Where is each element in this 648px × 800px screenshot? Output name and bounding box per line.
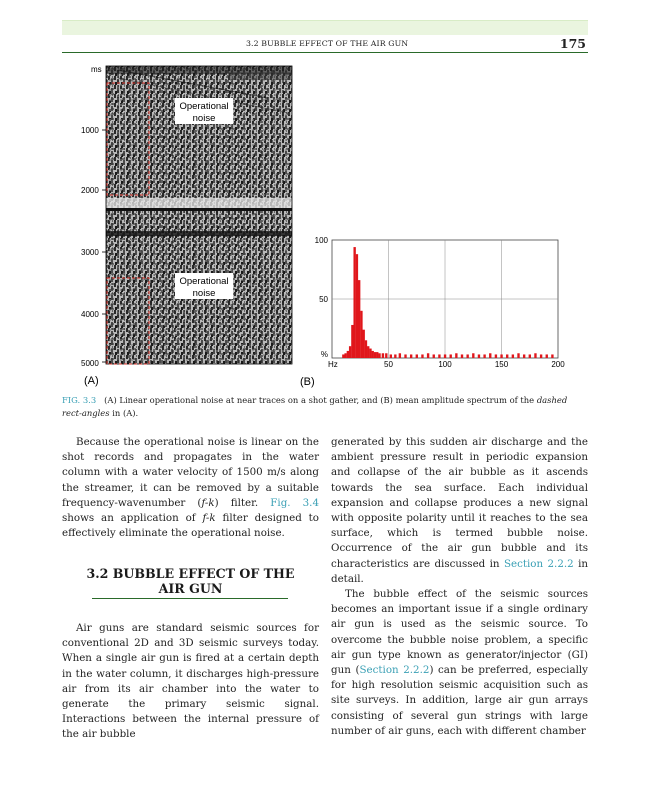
spectrum-bar xyxy=(506,354,508,358)
spectrum-bar xyxy=(421,354,423,358)
noise-label-2-line2: noise xyxy=(192,288,216,299)
spectrum-bar xyxy=(351,325,353,358)
x-tick-150: 150 xyxy=(494,360,509,369)
spectrum-bar xyxy=(342,354,344,358)
spectrum-bar xyxy=(404,354,406,358)
tick-5000: 5000 xyxy=(81,359,99,368)
tick-2000: 2000 xyxy=(81,186,99,195)
spectrum-bar xyxy=(433,354,435,358)
right-column: generated by this sudden air discharge and the ambient pressure result in periodic expansion and collapse of the air bubble as it ascends towards the sea surface. Each individual expansion and collapse produces a new signal with opposite polarity until it reaches to the sea surface, which is termed bubble noise. Occurrence of the air gun bubble and its characteristics are discussed in Section 2.2.2 in detail. The bubble effect of the seismic sources becomes an important issue if a single ordinary air gun is used as the seismic source. To overcome the bubble noise problem, a specific air gun type known as generator/injector (GI) gun (Section 2.2.2) can be preferred, especially for high resolution seismic acquisition such as site surveys. In addition, large air gun arrays consisting of several gun strings with large number of air guns, each with different chamber xyxy=(331,436,589,737)
noise-label-1-line2: noise xyxy=(192,113,216,124)
page-number: 175 xyxy=(559,36,586,51)
panel-label-b: (B) xyxy=(300,376,315,388)
spectrum-bar xyxy=(369,349,371,358)
y-tick-100: 100 xyxy=(314,236,328,245)
header-rule xyxy=(62,52,588,53)
axis-unit-ms: ms xyxy=(91,65,102,74)
spectrum-bar xyxy=(385,353,387,358)
spectrum-bar xyxy=(551,354,553,358)
spectrum-bar xyxy=(349,346,351,358)
spectrum-bar xyxy=(378,353,380,358)
tick-4000: 4000 xyxy=(81,310,99,319)
spectrum-bar xyxy=(444,354,446,358)
running-head: 3.2 BUBBLE EFFECT OF THE AIR GUN xyxy=(246,39,409,48)
section-heading: 3.2 BUBBLE EFFECT OF THE AIR GUN xyxy=(86,566,295,596)
spectrum-bar xyxy=(347,351,349,358)
spectrum-bar xyxy=(399,353,401,358)
link-fig-3-4[interactable]: Fig. 3.4 xyxy=(270,496,320,509)
y-tick-50: 50 xyxy=(319,295,328,304)
caption-end: in (A). xyxy=(112,408,139,418)
figure-caption xyxy=(62,394,588,420)
y-axis-label: % xyxy=(320,350,328,359)
spectrum-bar xyxy=(495,354,497,358)
spectrum-bar xyxy=(394,354,396,358)
tick-1000: 1000 xyxy=(81,126,99,135)
header-band xyxy=(62,20,588,35)
noise-label-2-line1: Operational xyxy=(179,276,229,287)
x-tick-50: 50 xyxy=(384,360,393,369)
spectrum-bar xyxy=(438,354,440,358)
section-rule xyxy=(92,598,288,599)
spectrum-bar xyxy=(529,354,531,358)
spectrum-bar xyxy=(472,353,474,358)
spectrum-bar xyxy=(534,353,536,358)
spectrum-bar xyxy=(360,311,362,358)
x-tick-200: 200 xyxy=(551,360,565,369)
caption-label: FIG. 3.3 xyxy=(62,395,97,405)
x-axis-label: Hz xyxy=(328,360,338,369)
spectrum-bar xyxy=(390,354,392,358)
x-tick-100: 100 xyxy=(438,360,452,369)
figure-b-spectrum xyxy=(296,232,566,388)
spectrum-bar xyxy=(367,346,369,358)
spectrum-bar xyxy=(466,354,468,358)
spectrum-bar xyxy=(455,353,457,358)
caption-text: (A) Linear operational noise at near traces on a shot gather, and (B) mean amplitude spectrum of the xyxy=(104,395,535,405)
spectrum-bar xyxy=(363,330,365,358)
spectrum-bar xyxy=(461,354,463,358)
spectrum-bar xyxy=(416,354,418,358)
spectrum-bar xyxy=(483,354,485,358)
spectrum-bar xyxy=(382,353,384,358)
noise-label-1-line1: Operational xyxy=(179,101,229,112)
spectrum-bar xyxy=(546,354,548,358)
tick-3000: 3000 xyxy=(81,248,99,257)
caption-italic: dashed rect-angles xyxy=(62,395,568,418)
left-column-para-2: Air guns are standard seismic sources for conventional 2D and 3D seismic surveys today. When a single air gun is fired at a certain depth in the water column, it discharges high-pressure air from its air chamber into the water to generate the primary seismic signal. Interactions between the internal pressure of the air bubble xyxy=(62,622,319,741)
spectrum-bar xyxy=(540,354,542,358)
spectrum-bar xyxy=(372,351,374,358)
spectrum-bar xyxy=(500,354,502,358)
spectrum-bar xyxy=(517,353,519,358)
spectrum-bar xyxy=(427,353,429,358)
spectrum-bar xyxy=(512,354,514,358)
left-column-para-1: Because the operational noise is linear on the shot records and propagates in the water column with a water velocity of 1500 m/s along the streamer, it can be removed by a suitable frequency-wavenumber (f-k) filter. Fig. 3.4 shows an application of f-k filter designed to effectively eliminate the operational noise. xyxy=(62,436,320,540)
panel-label-a: (A) xyxy=(84,375,99,387)
spectrum-bar xyxy=(365,340,367,358)
spectrum-bar xyxy=(374,352,376,358)
link-section-2-2-2-b[interactable]: Section 2.2.2 xyxy=(359,664,430,677)
spectrum-bar xyxy=(358,280,360,358)
figure-a-seismic-gather xyxy=(78,58,293,388)
spectrum-bar xyxy=(356,254,358,358)
spectrum-bar xyxy=(344,353,346,358)
spectrum-bar xyxy=(410,354,412,358)
spectrum-bar xyxy=(450,354,452,358)
spectrum-bar xyxy=(376,352,378,358)
spectrum-bar xyxy=(478,354,480,358)
spectrum-bar xyxy=(353,247,355,358)
spectrum-bar xyxy=(523,354,525,358)
spectrum-bar xyxy=(489,353,491,358)
link-section-2-2-2-a[interactable]: Section 2.2.2 xyxy=(503,557,574,570)
